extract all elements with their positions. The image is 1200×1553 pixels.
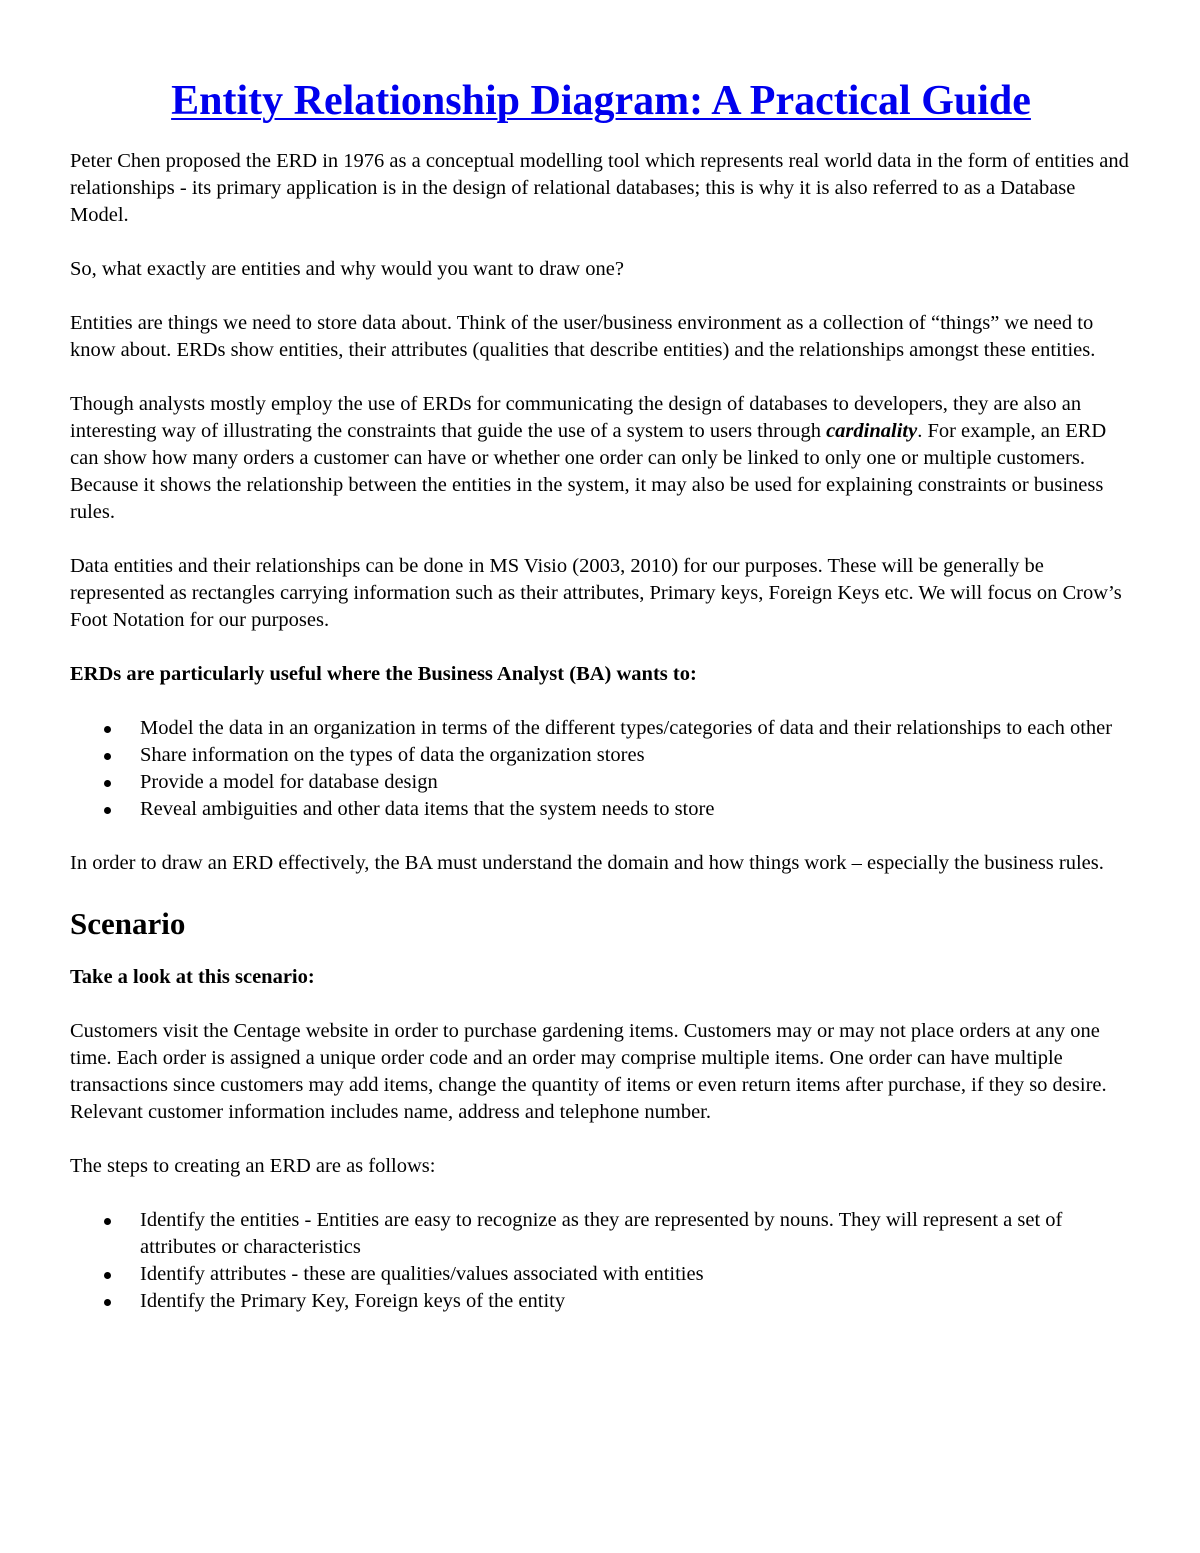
bullet-icon — [104, 726, 111, 733]
list-item — [70, 1207, 1132, 1261]
analysts-text-before: Though analysts mostly employ the use of ERDs for communicating the design of databases to developers, they are also an interesting way of illustrating the constraints that guide the use of a system to users through — [70, 393, 1082, 442]
analysts-text-after: . For example, an ERD can show how many orders a customer can have or whether one order can only be linked to only one or multiple customers. Because it shows the relationship between the entities in the system, it may also be used for explaining constraints or business rules. — [70, 420, 1107, 523]
list-item — [70, 796, 1132, 823]
list-item — [70, 769, 1132, 796]
steps-list — [70, 1207, 1132, 1315]
order-paragraph: In order to draw an ERD effectively, the BA must understand the domain and how things work – especially the business rules. — [70, 852, 1104, 874]
list-item — [70, 742, 1132, 769]
bullet-icon — [104, 780, 111, 787]
scenario-paragraph: Customers visit the Centage website in order to purchase gardening items. Customers may or may not place orders at any one time. Each order is assigned a unique order code and an order may comprise multiple items. One order can have multiple transactions since customers may add items, change the quantity of items or even return items after purchase, if they so desire. Relevant customer information includes name, address and telephone number. — [70, 1020, 1107, 1123]
list-item-text: Identify the entities - Entities are easy to recognize as they are represented by nouns. They will represent a set of attributes or characteristics — [140, 1209, 1063, 1258]
intro-paragraph: Peter Chen proposed the ERD in 1976 as a conceptual modelling tool which represents real world data in the form of entities and relationships - its primary application is in the design of relational databases; this is why it is also referred to as a Database Model. — [70, 150, 1129, 226]
list-item-text: Share information on the types of data the organization stores — [140, 744, 645, 766]
list-item-text: Model the data in an organization in terms of the different types/categories of data and their relationships to each other — [140, 717, 1113, 739]
document-title-link[interactable]: Entity Relationship Diagram: A Practical Guide — [171, 78, 1031, 124]
list-item — [70, 1261, 1132, 1288]
entities-paragraph: Entities are things we need to store data about. Think of the user/business environment as a collection of “things” we need to know about. ERDs show entities, their attributes (qualities that describe entities) and the relationships amongst these entities. — [70, 312, 1096, 361]
scenario-lead: Take a look at this scenario: — [70, 966, 315, 988]
list-item-text: Identify the Primary Key, Foreign keys of the entity — [140, 1290, 566, 1312]
list-item — [70, 715, 1132, 742]
steps-intro: The steps to creating an ERD are as follows: — [70, 1155, 436, 1177]
document-page — [70, 74, 1132, 1342]
list-item-text: Identify attributes - these are qualities/values associated with entities — [140, 1263, 704, 1285]
useful-heading: ERDs are particularly useful where the Business Analyst (BA) wants to: — [70, 663, 697, 685]
analysts-paragraph — [70, 391, 1132, 526]
bullet-icon — [104, 753, 111, 760]
scenario-heading: Scenario — [70, 906, 186, 941]
question-paragraph: So, what exactly are entities and why would you want to draw one? — [70, 258, 624, 280]
list-item-text: Provide a model for database design — [140, 771, 438, 793]
list-item — [70, 1288, 1132, 1315]
useful-list — [70, 715, 1132, 823]
cardinality-emphasis: cardinality — [826, 420, 918, 442]
bullet-icon — [104, 1218, 111, 1225]
bullet-icon — [104, 807, 111, 814]
bullet-icon — [104, 1299, 111, 1306]
bullet-icon — [104, 1272, 111, 1279]
list-item-text: Reveal ambiguities and other data items that the system needs to store — [140, 798, 715, 820]
visio-paragraph: Data entities and their relationships can be done in MS Visio (2003, 2010) for our purposes. These will be generally be represented as rectangles carrying information such as their attributes, Primary keys, Foreign Keys etc. We will focus on Crow’s Foot Notation for our purposes. — [70, 555, 1122, 631]
